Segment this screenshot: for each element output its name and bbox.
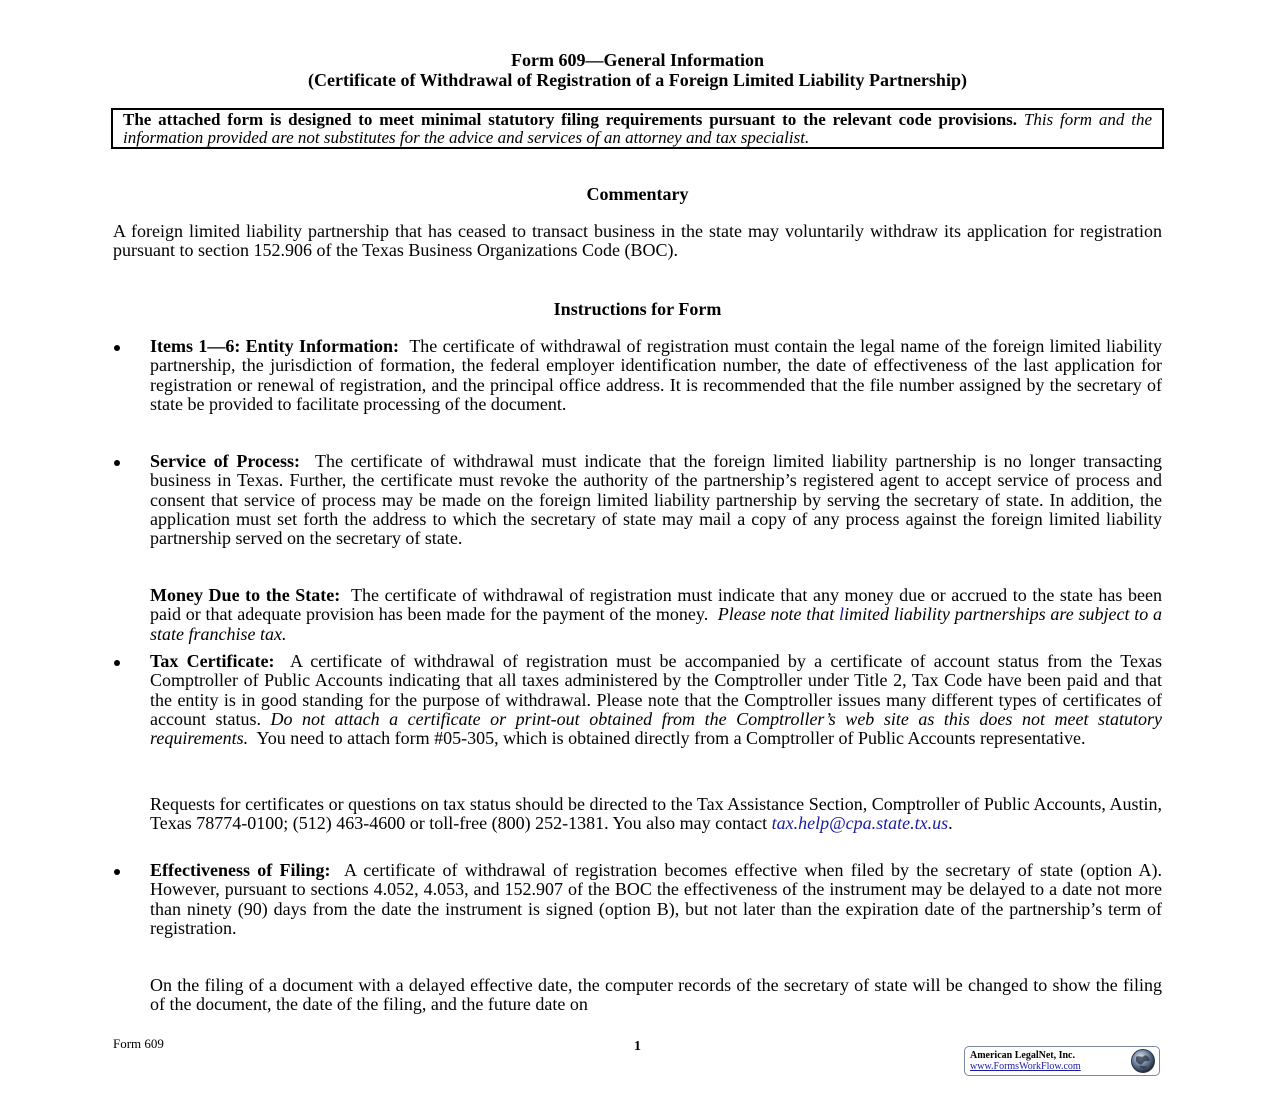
bullet-icon bbox=[114, 345, 123, 354]
money-due-note-start: Please note that bbox=[717, 604, 840, 625]
money-due-label: Money Due to the State: bbox=[150, 585, 341, 605]
tax-help-email-link[interactable]: tax.help@cpa.state.tx.us bbox=[771, 813, 949, 834]
bullet-icon bbox=[114, 869, 123, 878]
disclaimer-box bbox=[111, 108, 1164, 149]
entity-information-label: Items 1—6: Entity Information: bbox=[150, 336, 399, 356]
effectiveness-text: A certificate of withdrawal of registration becomes effective when filed by the secretary of state (option A). However, pursuant to sections 4.052, 4.053, and 152.907 of the BOC the effectiveness of the instrument may be delayed to a date not more than ninety (90) days from the date the instrument is signed (option B), but not later than the expiration date of the partnership’s term of registration. bbox=[150, 860, 1162, 938]
tax-requests-text: Requests for certificates or questions on tax status should be directed to the Tax Assistance Section, Comptroller of Public Accounts, Austin, Texas 78774-0100; (512) 463-4600 or toll-free (800) 252-1381. You also may contact bbox=[150, 794, 1162, 834]
money-due-item bbox=[150, 586, 1162, 644]
money-due-note-end: imited liability partnerships are subject to a state franchise tax. bbox=[150, 604, 1163, 644]
service-of-process-text: The certificate of withdrawal must indicate that the foreign limited liability partnership is no longer transacting business in Texas. Further, the certificate must revoke the authority of the partnership’s registered agent to accept service of process and consent that service of process may be made on the foreign limited liability partnership by serving the secretary of state. In addition, the application must set forth the address to which the secretary of state may mail a copy of any process against the foreign limited liability partnership served on the secretary of state. bbox=[150, 451, 1162, 549]
tax-requests-end: . bbox=[948, 813, 953, 834]
disclaimer-bold: The attached form is designed to meet minimal statutory filing requirements pursuant to the relevant code provisions. bbox=[123, 110, 1018, 129]
american-legalnet-logo[interactable] bbox=[964, 1046, 1160, 1076]
entity-information-text: The certificate of withdrawal of registration must contain the legal name of the foreign limited liability partnership, the jurisdiction of formation, the federal employer identification number, the date of effectiveness of the last application for registration or renewal of registration, and the principal office address. It is recommended that the file number assigned by the secretary of state be provided to facilitate processing of the document. bbox=[150, 336, 1162, 414]
page-title: Form 609—General Information bbox=[511, 50, 764, 70]
service-of-process-label: Service of Process: bbox=[150, 451, 300, 471]
tax-certificate-warning: Do not attach a certificate or print-out obtained from the Comptroller’s web site as this does not meet statutory requirements. bbox=[150, 708, 1162, 749]
commentary-text: A foreign limited liability partnership that has ceased to transact business in the state may voluntarily withdraw its application for registration pursuant to section 152.906 of the Texas Business Organizations Code (BOC). bbox=[113, 221, 1162, 261]
logo-company-name: American LegalNet, Inc. bbox=[970, 1050, 1075, 1061]
instructions-heading: Instructions for Form bbox=[553, 299, 722, 319]
service-of-process-item bbox=[150, 452, 1162, 548]
footer-form-label: Form 609 bbox=[113, 1036, 164, 1051]
tax-certificate-text-after: You need to attach form #05-305, which is obtained directly from a Comptroller of Public Accounts representative. bbox=[256, 728, 1086, 749]
bullet-icon bbox=[114, 460, 123, 469]
tax-certificate-label: Tax Certificate: bbox=[150, 651, 275, 671]
effectiveness-label: Effectiveness of Filing: bbox=[150, 860, 331, 880]
entity-information-item bbox=[150, 337, 1162, 414]
globe-icon bbox=[1130, 1048, 1156, 1074]
money-due-text: The certificate of withdrawal of registration must indicate that any money due or accrued to the state has been paid or that adequate provision has been made for the payment of the money. bbox=[150, 585, 1162, 625]
tax-certificate-item bbox=[150, 652, 1162, 748]
money-due-note-letter: l bbox=[839, 604, 845, 625]
logo-website-link[interactable]: www.FormsWorkFlow.com bbox=[970, 1061, 1081, 1072]
effectiveness-item bbox=[150, 861, 1162, 938]
commentary-heading: Commentary bbox=[586, 184, 689, 204]
tax-certificate-text: A certificate of withdrawal of registration must be accompanied by a certificate of account status from the Texas Comptroller of Public Accounts indicating that all taxes administered by the Comptroller under Title 2, Tax Code have been paid and that the entity is in good standing for the purpose of withdrawal. Please note that the Comptroller issues many different types of certificates of account status. bbox=[150, 651, 1162, 729]
delayed-filing-paragraph: On the filing of a document with a delayed effective date, the computer records of the secretary of state will be changed to show the filing of the document, the date of the filing, and the future date on bbox=[150, 975, 1162, 1015]
bullet-icon bbox=[114, 660, 123, 669]
tax-requests-paragraph bbox=[150, 795, 1162, 834]
page-subtitle: (Certificate of Withdrawal of Registration of a Foreign Limited Liability Partnership) bbox=[308, 70, 967, 90]
disclaimer-italic: This form and the information provided are not substitutes for the advice and services of an attorney and tax specialist. bbox=[123, 110, 1152, 147]
page-number: 1 bbox=[634, 1039, 641, 1054]
